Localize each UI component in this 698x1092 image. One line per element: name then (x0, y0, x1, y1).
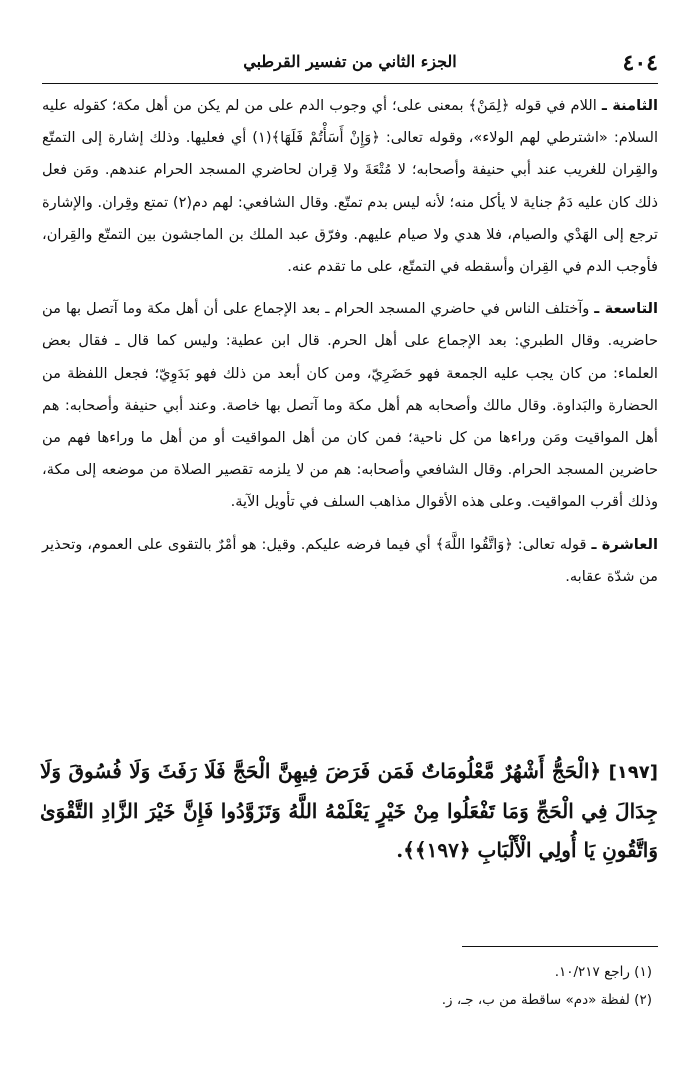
commentary-body (42, 90, 658, 603)
page-number: ٤٠٤ (622, 50, 658, 76)
paragraph-text: وآختلف الناس في حاضري المسجد الحرام ـ بعد الإجماع على أن أهل مكة وما آتصل بها من حاضريه. وقال الطبري: بعد الإجماع على أهل الحرم. قال ابن عطية: وليس كما قال ـ فقال بعض العلماء: من كان يجب عليه الجمعة فهو حَضَرِيّ، ومن كان أبعد من ذلك فهو بَدَوِيّ؛ فجعل اللفظة من الحضارة والبَداوة. وقال مالك وأصحابه هم أهل مكة وما آتصل بها خاصة. وعند أبي حنيفة وأصحابه: هم أهل المواقيت ومَن وراءها من كل ناحية؛ فمن كان من أهل المواقيت أو من أهل ما وراءها فهم من حاضرين المسجد الحرام. وقال الشافعي وأصحابه: هم من لا يلزمه تقصير الصلاة من موضعه إلى مكة، وذلك أقرب المواقيت. وعلى هذه الأقوال مذاهب السلف في تأويل الآية. (42, 300, 658, 511)
paragraph-tenth (42, 529, 658, 593)
header-rule (42, 83, 658, 84)
paragraph-text: قوله تعالى: ﴿وَاتَّقُوا اللَّهَ﴾ أي فيما فرضه عليكم. وقيل: هو أمْرٌ بالتقوى على العموم، وتحذير من شدّة عقابه. (42, 535, 658, 585)
footnote: (١) راجع ١٠/٢١٧. (554, 964, 652, 980)
paragraph-text: اللام في قوله ﴿لِمَنْ﴾ بمعنى على؛ أي وجوب الدم على من لم يكن من أهل مكة؛ كقوله عليه السلام: «اشترطي لهم الولاء»، وقوله تعالى: ﴿وَإِنْ أَسَأْتُمْ فَلَهَا﴾(١) أي فعليها. وذلك إشارة إلى التمتّع والقِران للغريب عند أبي حنيفة وأصحابه؛ لا مُتْعَةَ ولا قِران لحاضري المسجد الحرام عندهم. ومَن فعل ذلك كان عليه دَمُ جناية لا يأكل منه؛ لأنه ليس بدم تمتّع. وقال الشافعي: لهم دم(٢) تمتع وقِران. والإشارة ترجع إلى الهَدْي والصيام، فلا هدي ولا صيام عليهم. وفرّق عبد الملك بن الماجشون بين التمتّع والقِران، فأوجب الدم في القِران وأسقطه في التمتّع، على ما تقدم عنه. (42, 97, 659, 276)
paragraph-lead: التاسعة ـ (594, 300, 659, 318)
footnote: (٢) لفظة «دم» ساقطة من ب، جـ، ز. (441, 992, 652, 1008)
page-header (42, 44, 658, 84)
quran-verse (40, 752, 658, 870)
verse-number: [١٩٧] (608, 762, 658, 783)
footnotes (42, 958, 652, 1014)
paragraph-eighth (42, 90, 658, 283)
footnote-rule (462, 946, 658, 947)
paragraph-ninth (42, 293, 658, 518)
paragraph-lead: العاشرة ـ (591, 535, 658, 553)
running-title: الجزء الثاني من تفسير القرطبي (243, 52, 457, 71)
paragraph-lead: الثامنة ـ (601, 97, 659, 114)
verse-text: ﴿الْحَجُّ أَشْهُرٌ مَّعْلُومَاتٌ فَمَن فَرَضَ فِيهِنَّ الْحَجَّ فَلَا رَفَثَ وَلَا فُسُوقَ وَلَا جِدَالَ فِي الْحَجِّ وَمَا تَفْعَلُوا مِنْ خَيْرٍ يَعْلَمْهُ اللَّهُ وَتَزَوَّدُوا فَإِنَّ خَيْرَ الزَّادِ التَّقْوَىٰ وَاتَّقُونِ يَا أُولِي الْأَلْبَابِ ﴿١٩٧﴾﴾. (40, 759, 658, 862)
